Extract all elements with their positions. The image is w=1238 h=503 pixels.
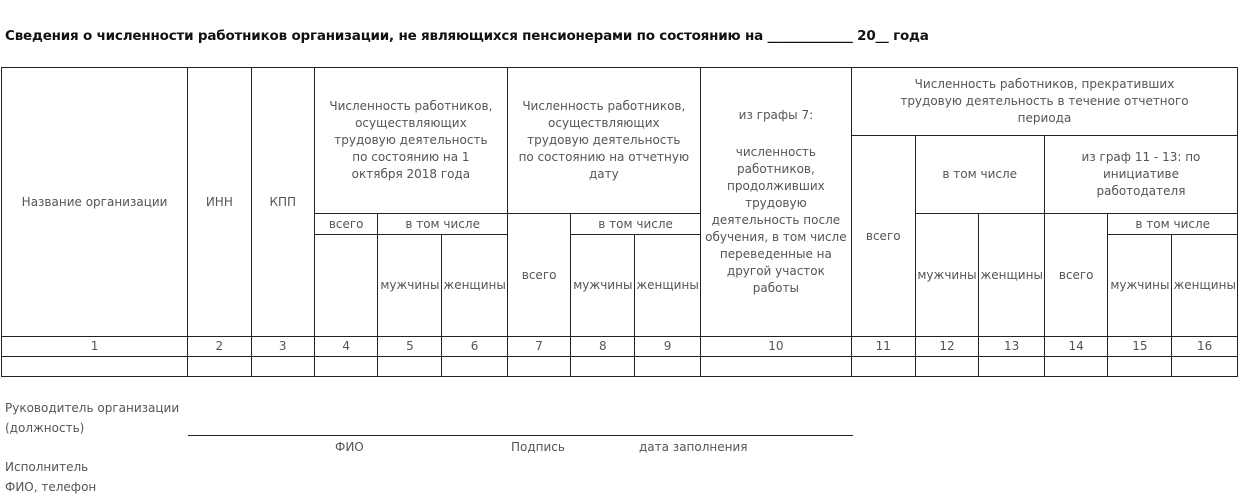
header-oct-men: мужчины xyxy=(378,235,442,337)
header-initiative-in-number: в том числе xyxy=(1108,214,1238,235)
column-number: 10 xyxy=(700,337,851,357)
column-number: 11 xyxy=(851,337,915,357)
column-number: 1 xyxy=(2,337,188,357)
header-group-report: Численность работников, осуществляющих трудовую деятельность по состоянию на отчетную дату xyxy=(507,68,700,214)
header-terminated-women: женщины xyxy=(979,214,1044,337)
executor-contact-label: ФИО, телефон xyxy=(5,480,97,494)
header-group-oct: Численность работников, осуществляющих трудовую деятельность по состоянию на 1 октября 2018 года xyxy=(314,68,507,214)
entry-cell[interactable] xyxy=(1044,357,1108,377)
entry-cell[interactable] xyxy=(378,357,442,377)
header-report-men: мужчины xyxy=(571,235,635,337)
column-number: 15 xyxy=(1108,337,1172,357)
header-org-name: Название организации xyxy=(2,68,188,337)
column-number: 8 xyxy=(571,337,635,357)
col10-ref: из графы 7: xyxy=(738,108,814,122)
header-report-in-number: в том числе xyxy=(571,214,700,235)
fio-caption: ФИО xyxy=(335,440,364,454)
column-number: 5 xyxy=(378,337,442,357)
header-report-total: всего xyxy=(507,214,571,337)
column-number: 9 xyxy=(635,337,700,357)
header-initiative-women: женщины xyxy=(1172,235,1238,337)
header-terminated-total: всего xyxy=(851,136,915,337)
entry-cell[interactable] xyxy=(915,357,979,377)
column-number: 14 xyxy=(1044,337,1108,357)
manager-label: Руководитель организации xyxy=(5,401,180,415)
entry-cell[interactable] xyxy=(442,357,507,377)
entry-cell[interactable] xyxy=(1108,357,1172,377)
entry-cell[interactable] xyxy=(635,357,700,377)
col10-desc: численность работников, продолживших трудовую деятельность после обучения, в том числе переведенные на другой участок работы xyxy=(705,145,847,295)
column-number: 6 xyxy=(442,337,507,357)
column-number: 7 xyxy=(507,337,571,357)
column-number-row xyxy=(2,337,1238,357)
signature-caption: Подпись xyxy=(511,440,565,454)
entry-cell[interactable] xyxy=(700,357,851,377)
entry-cell[interactable] xyxy=(851,357,915,377)
column-number: 12 xyxy=(915,337,979,357)
form-title: Сведения о численности работников организации, не являющихся пенсионерами по состоянию на _____________ 20__ года xyxy=(5,28,929,44)
header-employer-initiative: из граф 11 - 13: по инициативе работодателя xyxy=(1044,136,1237,214)
header-oct-in-number: в том числе xyxy=(378,214,507,235)
column-number: 16 xyxy=(1172,337,1238,357)
header-kpp: КПП xyxy=(251,68,314,337)
entry-cell-org-name[interactable] xyxy=(2,357,188,377)
data-entry-row xyxy=(2,357,1238,377)
date-caption: дата заполнения xyxy=(639,440,748,454)
header-initiative-men: мужчины xyxy=(1108,235,1172,337)
header-group-terminated: Численность работников, прекративших трудовую деятельность в течение отчетного периода xyxy=(851,68,1237,136)
header-report-women: женщины xyxy=(635,235,700,337)
entry-cell[interactable] xyxy=(1172,357,1238,377)
entry-cell[interactable] xyxy=(314,357,378,377)
entry-cell[interactable] xyxy=(571,357,635,377)
report-table xyxy=(1,67,1238,377)
entry-cell[interactable] xyxy=(507,357,571,377)
header-inn: ИНН xyxy=(188,68,251,337)
executor-label: Исполнитель xyxy=(5,460,89,474)
position-label: (должность) xyxy=(5,421,85,435)
header-initiative-total: всего xyxy=(1044,214,1108,337)
header-oct-total: всего xyxy=(314,214,378,235)
entry-cell[interactable] xyxy=(979,357,1044,377)
entry-cell-kpp[interactable] xyxy=(251,357,314,377)
column-number: 4 xyxy=(314,337,378,357)
header-oct-total-blank xyxy=(314,235,378,337)
column-number: 2 xyxy=(188,337,251,357)
header-col10 xyxy=(700,68,851,337)
entry-cell-inn[interactable] xyxy=(188,357,251,377)
header-terminated-men: мужчины xyxy=(915,214,979,337)
header-oct-women: женщины xyxy=(442,235,507,337)
header-terminated-in-number: в том числе xyxy=(915,136,1044,214)
column-number: 3 xyxy=(251,337,314,357)
column-number: 13 xyxy=(979,337,1044,357)
signature-line[interactable] xyxy=(188,435,853,436)
